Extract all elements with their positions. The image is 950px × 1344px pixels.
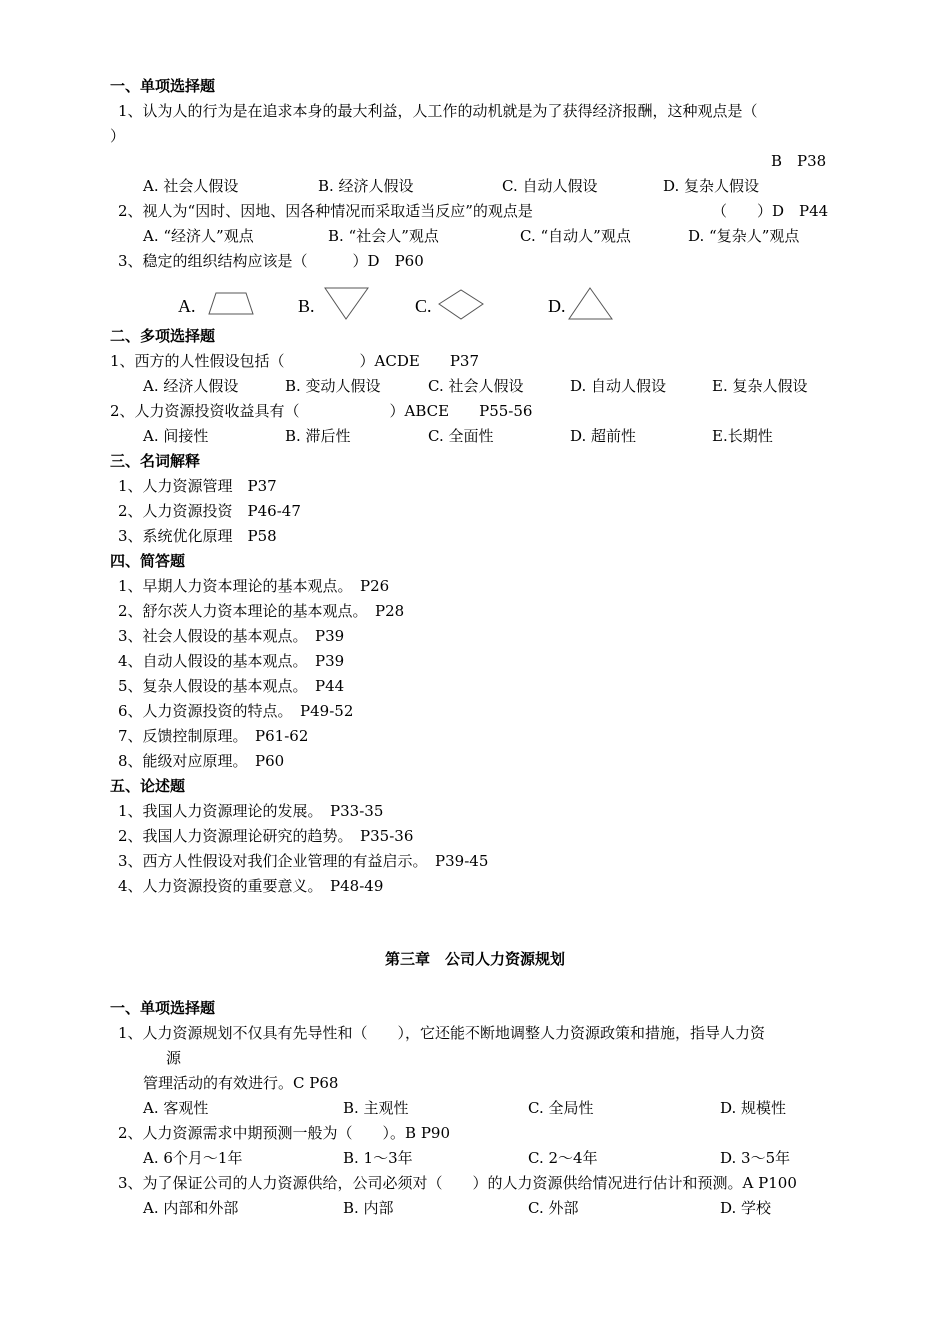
option-b-label: B. (298, 296, 315, 316)
option-a: A. 社会人假设 (143, 177, 239, 195)
list-item: 5、复杂人假设的基本观点。 P44 (118, 677, 345, 695)
option-d: D. 自动人假设 (570, 377, 667, 395)
list-item: 3、西方人性假设对我们企业管理的有益启示。 P39-45 (118, 852, 489, 870)
option-b: B. 1～3年 (343, 1149, 413, 1167)
list-item: 2、我国人力资源理论研究的趋势。 P35-36 (118, 827, 414, 845)
chapter-title: 第三章 公司人力资源规划 (384, 950, 565, 968)
triangle-shape (568, 287, 614, 321)
section-title-multiple-choice: 二、多项选择题 (110, 327, 216, 345)
option-a: A. 6个月～1年 (143, 1149, 243, 1167)
list-item: 6、人力资源投资的特点。 P49-52 (118, 702, 354, 720)
section-title-short-answer: 四、简答题 (110, 552, 186, 570)
answer-reference: B P38 (771, 152, 827, 170)
option-b: B. 主观性 (343, 1099, 409, 1117)
question-text: 1、人力资源规划不仅具有先导性和（ ），它还能不断地调整人力资源政策和措施，指导人力资 (118, 1024, 766, 1042)
question-text: 2、视人为“因时、因地、因各种情况而采取适当反应”的观点是 (118, 202, 533, 220)
inverted-triangle-shape (324, 287, 370, 321)
option-b: B. 变动人假设 (285, 377, 381, 395)
option-c: C. “自动人”观点 (520, 227, 631, 245)
question-text: 2、人力资源需求中期预测一般为（ ）。B P90 (118, 1124, 451, 1142)
option-a: A. 间接性 (143, 427, 209, 445)
list-item: 4、自动人假设的基本观点。 P39 (118, 652, 345, 670)
section-title-term-definition: 三、名词解释 (110, 452, 201, 470)
option-d-label: D. (548, 296, 566, 316)
answer-reference: （ ）D P44 (712, 202, 829, 220)
list-item: 1、人力资源管理 P37 (118, 477, 277, 495)
question-text-continued: 源 (166, 1049, 182, 1067)
option-b: B. “社会人”观点 (328, 227, 439, 245)
section-title-single-choice: 一、单项选择题 (110, 999, 216, 1017)
option-d: D. 复杂人假设 (663, 177, 760, 195)
question-text-continued: 管理活动的有效进行。C P68 (143, 1074, 339, 1092)
list-item: 4、人力资源投资的重要意义。 P48-49 (118, 877, 384, 895)
question-text: 1、西方的人性假设包括（ ）ACDE P37 (110, 352, 480, 370)
option-e: E. 复杂人假设 (712, 377, 808, 395)
option-d: D. 规模性 (720, 1099, 787, 1117)
option-d: D. 3～5年 (720, 1149, 791, 1167)
list-item: 1、我国人力资源理论的发展。 P33-35 (118, 802, 384, 820)
question-text: 2、人力资源投资收益具有（ ）ABCE P55-56 (110, 402, 533, 420)
question-text: 3、为了保证公司的人力资源供给，公司必须对（ ）的人力资源供给情况进行估计和预测。A P100 (118, 1174, 797, 1192)
list-item: 3、社会人假设的基本观点。 P39 (118, 627, 345, 645)
option-c: C. 自动人假设 (502, 177, 598, 195)
option-c: C. 社会人假设 (428, 377, 524, 395)
option-a: A. 经济人假设 (143, 377, 239, 395)
option-c-label: C. (415, 296, 432, 316)
question-text: 3、稳定的组织结构应该是（ ）D P60 (118, 252, 424, 270)
list-item: 8、能级对应原理。 P60 (118, 752, 285, 770)
list-item: 1、早期人力资本理论的基本观点。 P26 (118, 577, 390, 595)
list-item: 2、人力资源投资 P46-47 (118, 502, 301, 520)
trapezoid-shape (208, 290, 254, 316)
list-item: 2、舒尔茨人力资本理论的基本观点。 P28 (118, 602, 405, 620)
option-d: D. “复杂人”观点 (688, 227, 800, 245)
option-c: C. 全面性 (428, 427, 494, 445)
option-a: A. 内部和外部 (143, 1199, 239, 1217)
section-title-essay: 五、论述题 (110, 777, 186, 795)
option-a: A. “经济人”观点 (143, 227, 254, 245)
option-b: B. 经济人假设 (318, 177, 414, 195)
section-title-single-choice: 一、单项选择题 (110, 77, 216, 95)
option-e: E.长期性 (712, 427, 773, 445)
question-text-continued: ） (110, 127, 126, 145)
option-b: B. 滞后性 (285, 427, 351, 445)
option-c: C. 2～4年 (528, 1149, 598, 1167)
list-item: 7、反馈控制原理。 P61-62 (118, 727, 309, 745)
option-a: A. 客观性 (143, 1099, 209, 1117)
option-d: D. 超前性 (570, 427, 637, 445)
option-b: B. 内部 (343, 1199, 394, 1217)
option-d: D. 学校 (720, 1199, 772, 1217)
diamond-shape (438, 289, 484, 321)
list-item: 3、系统优化原理 P58 (118, 527, 277, 545)
option-c: C. 全局性 (528, 1099, 594, 1117)
question-text: 1、认为人的行为是在追求本身的最大利益，人工作的动机就是为了获得经济报酬，这种观点是（ (118, 102, 758, 120)
option-a-label: A. (178, 296, 196, 316)
option-c: C. 外部 (528, 1199, 579, 1217)
